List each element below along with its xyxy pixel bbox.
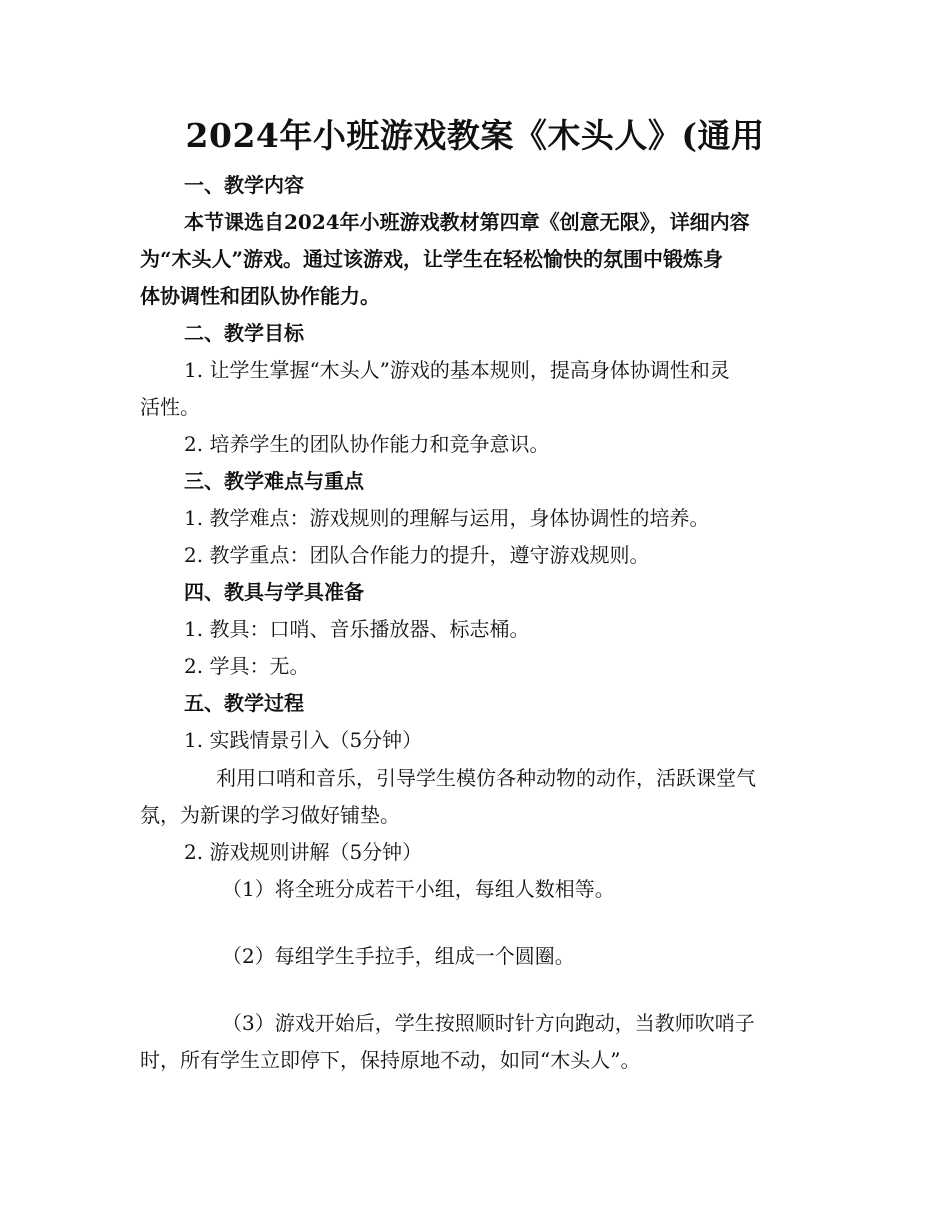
list-item: 2. 游戏规则讲解（5分钟） <box>184 840 423 864</box>
sub-item: （3）游戏开始后，学生按照顺时针方向跑动，当教师吹哨子 <box>222 1011 755 1035</box>
list-item: 1. 让学生掌握“木头人”游戏的基本规则，提高身体协调性和灵 <box>184 358 730 382</box>
section-heading-3: 三、教学难点与重点 <box>184 469 364 493</box>
sub-item: （1）将全班分成若干小组，每组人数相等。 <box>222 877 615 901</box>
section-heading-2: 二、教学目标 <box>184 321 304 345</box>
list-item: 1. 教具：口哨、音乐播放器、标志桶。 <box>184 617 530 641</box>
list-item: 1. 实践情景引入（5分钟） <box>184 728 423 752</box>
paragraph-line: 体协调性和团队协作能力。 <box>140 284 380 308</box>
list-item: 1. 教学难点：游戏规则的理解与运用，身体协调性的培养。 <box>184 506 710 530</box>
paragraph-line: 本节课选自2024年小班游戏教材第四章《创意无限》，详细内容 <box>184 210 750 234</box>
sub-item: （2）每组学生手拉手，组成一个圆圈。 <box>222 944 575 968</box>
list-item: 2. 学具：无。 <box>184 654 310 678</box>
paragraph-line: 为“木头人”游戏。通过该游戏，让学生在轻松愉快的氛围中锻炼身 <box>140 247 724 271</box>
list-item: 2. 培养学生的团队协作能力和竞争意识。 <box>184 432 550 456</box>
paragraph-line: 氛，为新课的学习做好铺垫。 <box>140 803 400 827</box>
paragraph-line: 利用口哨和音乐，引导学生模仿各种动物的动作，活跃课堂气 <box>216 766 756 790</box>
section-heading-5: 五、教学过程 <box>184 691 304 715</box>
document-title: 2024年小班游戏教案《木头人》(通用 <box>185 116 765 155</box>
list-item: 2. 教学重点：团队合作能力的提升，遵守游戏规则。 <box>184 543 650 567</box>
section-heading-1: 一、教学内容 <box>184 173 304 197</box>
sub-item-continuation: 时，所有学生立即停下，保持原地不动，如同“木头人”。 <box>140 1048 641 1072</box>
section-heading-4: 四、教具与学具准备 <box>184 580 364 604</box>
list-item-continuation: 活性。 <box>140 395 200 419</box>
